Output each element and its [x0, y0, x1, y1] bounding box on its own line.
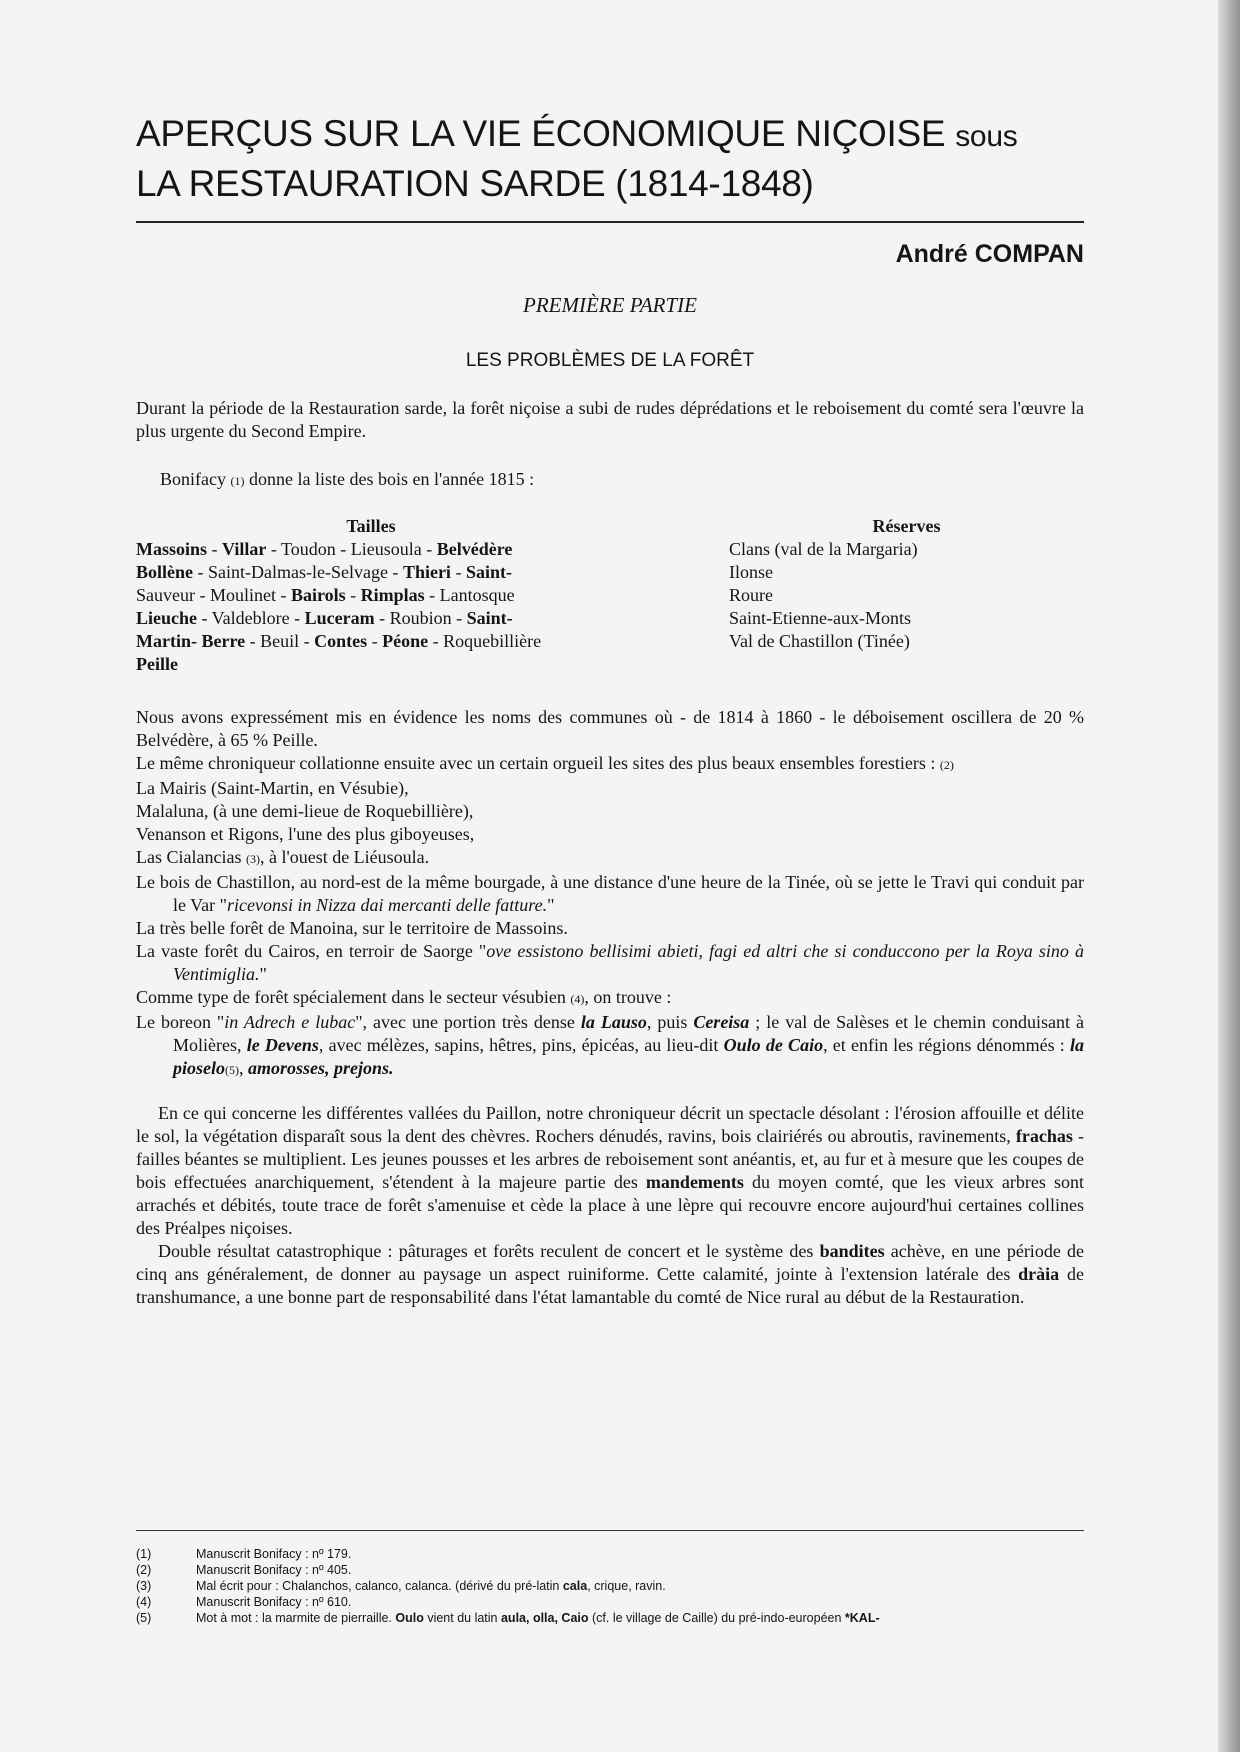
page-edge	[1218, 0, 1240, 1752]
chroniqueur-paragraph: Le même chroniqueur collationne ensuite avec un certain orgueil les sites des plus beaux ensembles forestiers : (2)	[136, 753, 954, 773]
part-heading: PREMIÈRE PARTIE	[523, 293, 697, 317]
intro-paragraph: Durant la période de la Restauration sarde, la forêt niçoise a subi de rudes déprédations et le reboisement du comté sera l'œuvre la plus urgente du Second Empire.	[136, 398, 1084, 441]
site-item: Malaluna, (à une demi-lieue de Roquebillière),	[136, 801, 474, 821]
boreon-paragraph: Le boreon "in Adrech e lubac", avec une portion très dense la Lauso, puis Cereisa ; le val de Salèses et le chemin conduisant à Molières, le Devens, avec mélèzes, sapins, hêtres, pins, épicéas, au lieu-dit Oulo de Caio, et enfin les régions dénommés : la pioselo(5), amorosses, prejons.	[136, 1012, 1085, 1078]
paillon-paragraph: En ce qui concerne les différentes vallées du Paillon, notre chroniqueur décrit un spectacle désolant : l'érosion affouille et délite le sol, la végétation disparaît sous la dent des chèvres. Rochers dénudés, ravins, bois clairiérés ou abroutis, ravinements, frachas - failles béantes se multiplient. Les jeunes pousses et les arbres de reboisement sont anéantis, et, au fur et à mesure que les coupes de bois effectuées anarchiquement, s'étendent à la majeure partie des mandements du moyen comté, que les vieux arbres sont arrachés et débités, toute trace de forêt s'amenuise et cède la place à une lèpre qui recouvre encore aujourd'hui certaines collines des Préalpes niçoises.	[136, 1103, 1085, 1238]
body-text	[136, 706, 1084, 1309]
tailles-heading: Tailles	[346, 516, 396, 536]
footnote-ref: (3)	[245, 852, 260, 866]
site-item: La vaste forêt du Cairos, en terroir de Saorge "ove essistono bellisimi abieti, fagi ed altri che si conduccono per la Roya sino à Ventimiglia."	[136, 941, 1084, 984]
site-item: La Mairis (Saint-Martin, en Vésubie),	[136, 778, 409, 798]
deboisement-paragraph: Nous avons expressément mis en évidence les noms des communes où - de 1814 à 1860 - le déboisement oscillera de 20 % Belvédère, à 65 % Peille.	[136, 707, 1084, 750]
article-title: APERÇUS SUR LA VIE ÉCONOMIQUE NIÇOISE sous LA RESTAURATION SARDE (1814-1848)	[136, 113, 1018, 204]
footnote: (5) Mot à mot : la marmite de pierraille. Oulo vient du latin aula, olla, Caio (cf. le village de Caille) du pré-indo-européen *KAL-	[136, 1611, 880, 1625]
footnote: (4) Manuscrit Bonifacy : nº 610.	[136, 1595, 352, 1609]
author-name: André COMPAN	[895, 240, 1084, 268]
tailles-row: Martin- Berre - Beuil - Contes - Péone - Roquebillière	[136, 631, 542, 651]
section-heading: LES PROBLÈMES DE LA FORÊT	[465, 350, 755, 371]
footnote: (1) Manuscrit Bonifacy : nº 179.	[136, 1547, 352, 1561]
footnote-ref: (2)	[939, 758, 954, 772]
reserves-row: Clans (val de la Margaria)	[729, 539, 918, 559]
footnote: (3) Mal écrit pour : Chalanchos, calanco, calanca. (dérivé du pré-latin cala, crique, ravin.	[136, 1579, 666, 1593]
site-item: Le bois de Chastillon, au nord-est de la même bourgade, à une distance d'une heure de la Tinée, où se jette le Travi qui conduit par le Var "ricevonsi in Nizza dai mercanti delle fatture."	[136, 872, 1084, 915]
site-item: Venanson et Rigons, l'une des plus giboyeuses,	[136, 824, 475, 844]
tailles-row: Sauveur - Moulinet - Bairols - Rimplas - Lantosque	[136, 585, 515, 605]
vesubien-paragraph: Comme type de forêt spécialement dans le secteur vésubien (4), on trouve :	[136, 987, 672, 1007]
tailles-row: Massoins - Villar - Toudon - Lieusoula - Belvédère	[136, 539, 513, 559]
footnotes	[136, 1546, 1084, 1626]
reserves-column	[729, 515, 1084, 653]
reserves-row: Saint-Etienne-aux-Monts	[729, 608, 911, 628]
bonifacy-paragraph: Bonifacy (1) donne la liste des bois en l'année 1815 :	[160, 469, 535, 489]
tailles-row: Peille	[136, 654, 178, 674]
footnote: (2) Manuscrit Bonifacy : nº 405.	[136, 1563, 352, 1577]
site-item: La très belle forêt de Manoina, sur le territoire de Massoins.	[136, 918, 568, 938]
reserves-row: Val de Chastillon (Tinée)	[729, 631, 910, 651]
footnote-ref: (5)	[225, 1063, 239, 1077]
title-rule	[136, 221, 1084, 223]
footnote-rule	[136, 1530, 1084, 1531]
catastrophe-paragraph: Double résultat catastrophique : pâturages et forêts reculent de concert et le système des bandites achève, en une période de cinq ans généralement, de donner au paysage un aspect ruiniforme. Cette calamité, jointe à l'extension latérale des dràia de transhumance, a une bonne part de responsabilité dans l'état lamantable du comté de Nice rural au début de la Restauration.	[136, 1241, 1084, 1307]
reserves-heading: Réserves	[872, 516, 941, 536]
tailles-row: Lieuche - Valdeblore - Luceram - Roubion - Saint-	[136, 608, 513, 628]
tailles-column	[136, 515, 606, 676]
reserves-row: Roure	[729, 585, 773, 605]
reserves-row: Ilonse	[729, 562, 773, 582]
footnote-ref: (1)	[230, 474, 245, 488]
site-item: Las Cialancias (3), à l'ouest de Liéusoula.	[136, 847, 430, 867]
footnote-ref: (4)	[570, 992, 585, 1006]
tailles-row: Bollène - Saint-Dalmas-le-Selvage - Thieri - Saint-	[136, 562, 512, 582]
